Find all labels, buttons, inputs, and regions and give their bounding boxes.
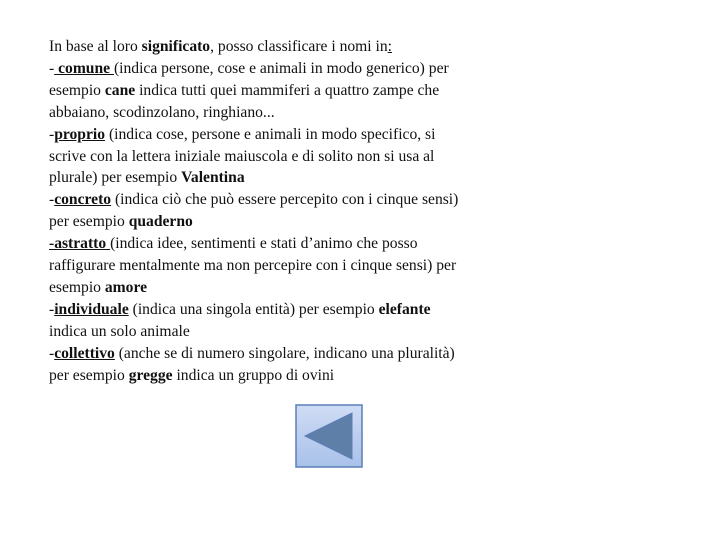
proprio-term: proprio — [54, 125, 106, 143]
proprio-line-3 — [49, 167, 569, 189]
intro-colon: : — [387, 38, 393, 55]
astratto-example: amore — [104, 278, 148, 296]
astratto-line-3 — [49, 277, 569, 299]
slide-text — [49, 36, 569, 387]
individuale-example: elefante — [378, 300, 431, 318]
proprio-example: Valentina — [181, 169, 245, 187]
concreto-dash: - — [49, 191, 55, 209]
individuale-text: (indica una singola entità) per esempio — [128, 300, 379, 318]
collettivo-example-prefix: per esempio — [49, 366, 129, 384]
concreto-line-1 — [49, 189, 569, 211]
comune-line-3: abbaiano, scodinzolano, ringhiano... — [49, 103, 275, 121]
individuale-line-2: indica un solo animale — [49, 322, 190, 340]
comune-line-1 — [49, 58, 569, 80]
collettivo-example-suffix: indica un gruppo di ovini — [172, 366, 335, 384]
intro-middle: , posso classificare i nomi in — [210, 38, 388, 55]
intro-prefix: In base al loro — [49, 38, 142, 55]
collettivo-term: collettivo — [54, 344, 115, 362]
concreto-term: concreto — [54, 191, 112, 209]
concreto-line-2 — [49, 211, 569, 233]
concreto-example: quaderno — [128, 213, 193, 231]
astratto-term: -astratto — [49, 235, 111, 253]
triangle-left-icon — [295, 404, 363, 468]
back-button[interactable] — [295, 404, 363, 468]
individuale-term: individuale — [54, 300, 129, 318]
proprio-line-2: scrive con la lettera iniziale maiuscola e di solito non si usa al — [49, 147, 435, 165]
proprio-line-1 — [49, 124, 569, 146]
comune-dash: - — [49, 59, 55, 77]
collettivo-line-1 — [49, 343, 569, 365]
astratto-example-prefix: esempio — [49, 278, 105, 296]
collettivo-dash: - — [49, 344, 55, 362]
comune-term: comune — [54, 59, 114, 77]
comune-example-prefix: esempio — [49, 81, 105, 99]
individuale-dash: - — [49, 300, 55, 318]
comune-text: (indica persone, cose e animali in modo generico) per — [113, 59, 449, 77]
intro-line — [49, 36, 569, 58]
astratto-line-2: raffigurare mentalmente ma non percepire con i cinque sensi) per — [49, 257, 457, 275]
proprio-example-prefix: plurale) per esempio — [49, 169, 182, 187]
concreto-example-prefix: per esempio — [49, 213, 129, 231]
astratto-text: (indica idee, sentimenti e stati d’animo che posso — [110, 235, 418, 253]
comune-example-suffix: indica tutti quei mammiferi a quattro zampe che — [135, 81, 440, 99]
individuale-line-1 — [49, 299, 569, 321]
proprio-text: (indica cose, persone e animali in modo specifico, si — [105, 125, 436, 143]
collettivo-text: (anche se di numero singolare, indicano una pluralità) — [114, 344, 455, 362]
astratto-line-1 — [49, 233, 569, 255]
collettivo-example: gregge — [128, 366, 173, 384]
collettivo-line-2 — [49, 365, 569, 387]
proprio-dash: - — [49, 125, 55, 143]
significato-term: significato — [141, 38, 211, 55]
comune-line-2 — [49, 80, 569, 102]
concreto-text: (indica ciò che può essere percepito con i cinque sensi) — [111, 191, 459, 209]
comune-example: cane — [104, 81, 136, 99]
